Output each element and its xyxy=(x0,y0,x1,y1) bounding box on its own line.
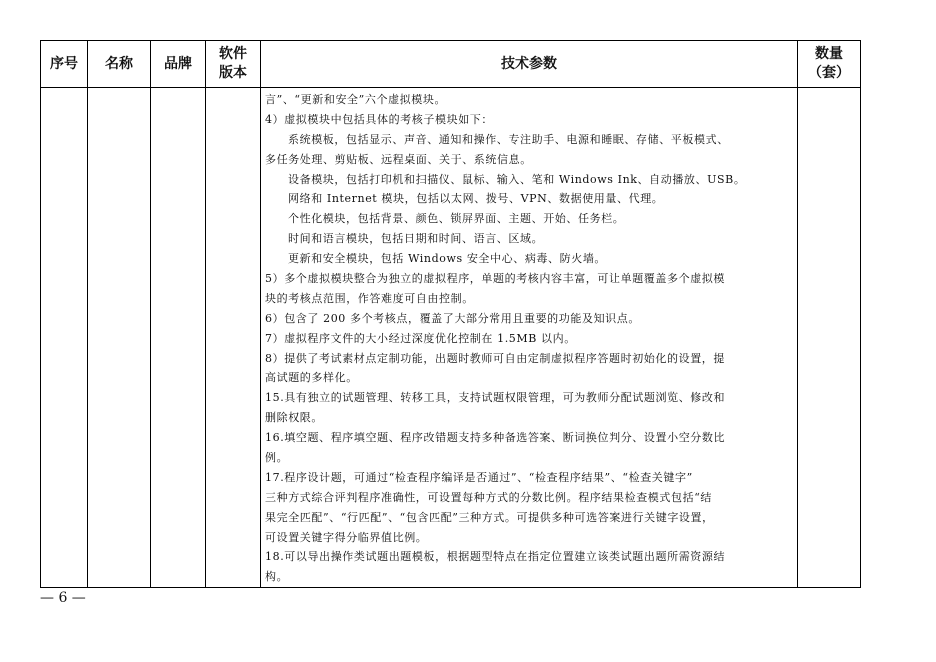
param-line: 高试题的多样化。 xyxy=(265,371,358,385)
header-tech-params: 技术参数 xyxy=(261,41,798,88)
param-line: 网络和 Internet 模块，包括以太网、拨号、VPN、数据使用量、代理。 xyxy=(288,192,664,206)
param-line: 18.可以导出操作类试题出题模板，根据题型特点在指定位置建立该类试题出题所需资源结 xyxy=(265,550,726,564)
param-line: 16.填空题、程序填空题、程序改错题支持多种备选答案、断词换位判分、设置小空分数比 xyxy=(265,431,726,445)
param-line: 三种方式综合评判程序准确性，可设置每种方式的分数比例。程序结果检查模式包括“结 xyxy=(265,490,713,504)
header-software-version xyxy=(206,41,261,88)
cell-quantity xyxy=(798,88,861,588)
param-line: 言”、“更新和安全”六个虚拟模块。 xyxy=(265,93,447,106)
cell-brand xyxy=(151,88,206,588)
param-line: 删除权限。 xyxy=(265,411,323,425)
param-line: 个性化模块，包括背景、颜色、锁屏界面、主题、开始、任务栏。 xyxy=(288,212,625,226)
param-line: 系统模板，包括显示、声音、通知和操作、专注助手、电源和睡眠、存储、平板模式、 xyxy=(288,132,729,146)
param-line: 多任务处理、剪贴板、远程桌面、关于、系统信息。 xyxy=(265,152,532,166)
param-line: 4）虚拟模块中包括具体的考核子模块如下： xyxy=(265,112,493,126)
param-line: 8）提供了考试素材点定制功能，出题时教师可自由定制虚拟程序答题时初始化的设置，提 xyxy=(265,351,725,365)
param-line: 6）包含了 200 多个考核点，覆盖了大部分常用且重要的功能及知识点。 xyxy=(265,311,640,325)
cell-tech-params xyxy=(261,88,798,588)
header-software-version-line2: 版本 xyxy=(219,65,247,81)
header-serial: 序号 xyxy=(41,41,88,88)
cell-serial xyxy=(41,88,88,588)
param-line: 15.具有独立的试题管理、转移工具，支持试题权限管理，可为教师分配试题浏览、修改和 xyxy=(265,391,726,405)
header-quantity-line1: 数量 xyxy=(815,46,843,62)
spec-table xyxy=(40,40,861,588)
param-line: 果完全匹配”、“行匹配”、“包含匹配”三种方式。可提供多种可选答案进行关键字设置， xyxy=(265,510,714,524)
header-row xyxy=(41,41,861,88)
table-row xyxy=(41,88,861,588)
param-line: 时间和语言模块，包括日期和时间、语言、区域。 xyxy=(288,232,544,246)
cell-software-version xyxy=(206,88,261,588)
param-line: 例。 xyxy=(265,451,289,465)
param-line: 更新和安全模块，包括 Windows 安全中心、病毒、防火墙。 xyxy=(288,252,607,266)
param-line: 构。 xyxy=(265,570,289,584)
tech-params-text xyxy=(261,88,797,587)
param-line: 块的考核点范围，作答难度可自由控制。 xyxy=(265,291,474,305)
header-brand: 品牌 xyxy=(151,41,206,88)
param-line: 可设置关键字得分临界值比例。 xyxy=(265,530,428,544)
param-line: 7）虚拟程序文件的大小经过深度优化控制在 1.5MB 以内。 xyxy=(265,331,576,345)
param-line: 17.程序设计题，可通过“检查程序编译是否通过”、“检查程序结果”、“检查关键字” xyxy=(265,470,693,484)
cell-name xyxy=(88,88,151,588)
param-line: 5）多个虚拟模块整合为独立的虚拟程序，单题的考核内容丰富，可让单题覆盖多个虚拟模 xyxy=(265,272,725,286)
param-line: 设备模块，包括打印机和扫描仪、鼠标、输入、笔和 Windows Ink、自动播放、USB。 xyxy=(288,172,746,186)
header-quantity xyxy=(798,41,861,88)
header-software-version-line1: 软件 xyxy=(219,46,247,62)
header-name: 名称 xyxy=(88,41,151,88)
page-number: — 6 — xyxy=(40,590,86,606)
header-quantity-line2: （套） xyxy=(808,65,850,81)
